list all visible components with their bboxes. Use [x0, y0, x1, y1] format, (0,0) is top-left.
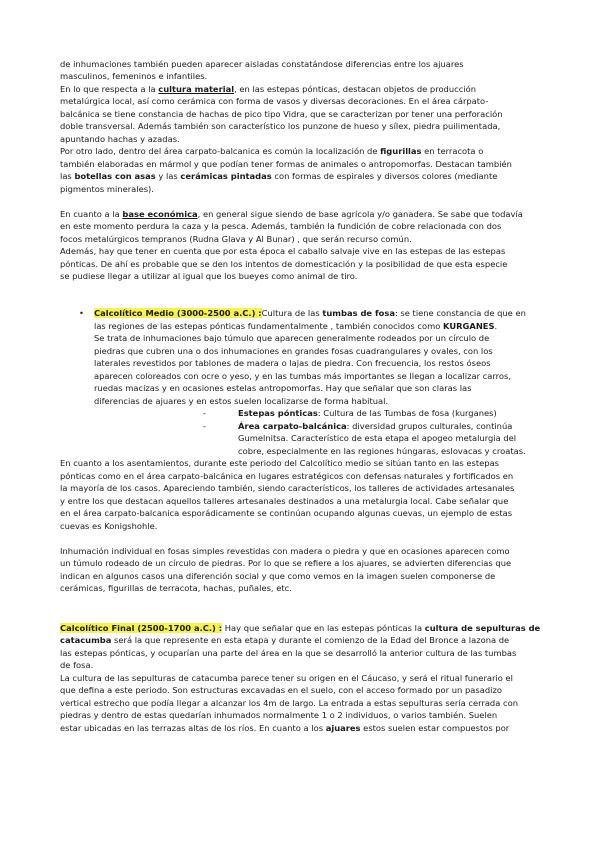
- paragraph-line: en el área carpato-balcanica esporádicamente se continúan ocupando algunas cuevas, un ejemplo de estas: [60, 508, 513, 518]
- paragraph-line: focos metalúrgicos tempranos (Rudna Glava y Al Bunar) , que serán recurso común.: [60, 234, 412, 244]
- sub-list-item: Estepas pónticas: Cultura de las Tumbas de fosa (kurganes): [238, 408, 497, 418]
- paragraph-line: ruedas macizas y en ocasiones estelas antropomorfas. Hay que señalar que son claras las: [94, 383, 472, 393]
- paragraph-line: Por otro lado, dentro del área carpato-balcanica es común la localización de figurillas en terracota o: [60, 146, 484, 156]
- paragraph-line: Gumelnitsa. Característico de esta etapa el apogeo metalurgia del: [238, 433, 517, 443]
- paragraph-line: las botellas con asas y las cerámicas pintadas con formas de espirales y diversos colores (mediante: [60, 171, 498, 181]
- bold-term: Área carpato-balcánica: [238, 421, 347, 431]
- paragraph-line: diferencias de ajuares y en estos suelen localizarse de forma habitual.: [94, 396, 389, 406]
- calcolitico-final-heading: Calcolítico Final (2500-1700 a.C.) :: [60, 623, 223, 633]
- paragraph-line: catacumba será la que represente en esta etapa y durante el comienzo de la Edad del Bronce a lazona de: [60, 635, 510, 645]
- paragraph-line: vertical estrecho que podía llegar a alcanzar los 4m de largo. La entrada a estas sepulturas sería cerrada con: [60, 698, 518, 708]
- paragraph-line: también elaboradas en mármol y que podían tener formas de animales o antropomorfas. Destacan también: [60, 159, 512, 169]
- paragraph-line: indican en algunos casos una diferención social y que como vemos en la imagen suelen componerse de: [60, 571, 496, 581]
- base-economica-heading: base económica: [122, 209, 198, 219]
- bold-term: KURGANES: [443, 321, 495, 331]
- bold-term: cultura de sepulturas de: [424, 623, 541, 633]
- paragraph-line: estar ubicadas en las terrazas altas de los ríos. En cuanto a los ajuares estos suelen estar compuestos por: [60, 723, 510, 733]
- paragraph-line: un túmulo rodeado de un círculo de piedras. Por lo que se refiere a los ajuares, se advierten diferencias que: [60, 558, 512, 568]
- paragraph-line: apuntando hachas y azadas.: [60, 134, 180, 144]
- paragraph-line: masculinos, femeninos e infantiles.: [60, 71, 208, 81]
- sub-list-item: Área carpato-balcánica: diversidad grupos culturales, continúa: [238, 421, 513, 431]
- paragraph-line: Inhumación individual en fosas simples revestidas con madera o piedra y que en ocasiones aparecen como: [60, 546, 510, 556]
- paragraph-line: las estepas pónticas, y ocuparían una parte del área en la que se desarrolló la anterior cultura de las tumbas: [60, 648, 517, 658]
- bold-term: ajuares: [325, 723, 361, 733]
- paragraph-line: En cuanto a la base económica, en general sigue siendo de base agrícola y/o ganadera. Se sabe que todavía: [60, 209, 523, 219]
- dash-marker: -: [203, 421, 207, 431]
- paragraph-line: Además, hay que tener en cuenta que por esta época el caballo salvaje vive en las estepas de las estepas: [60, 246, 506, 256]
- bullet-marker: •: [79, 308, 84, 318]
- dash-marker: -: [203, 408, 207, 418]
- paragraph-line: de fosa.: [60, 660, 94, 670]
- paragraph-line: que defina a este periodo. Son estructuras excavadas en el suelo, con el acceso formado por un pasadizo: [60, 685, 502, 695]
- paragraph-line: de inhumaciones también pueden aparecer aisladas constatándose diferencias entre los ajuares: [60, 59, 464, 69]
- bold-term: Estepas pónticas: [238, 408, 318, 418]
- paragraph-line: piedras y dentro de estas quedarían inhumados normalmente 1 o 2 individuos, o varios también. Suelen: [60, 710, 498, 720]
- bold-term: catacumba: [60, 635, 112, 645]
- paragraph-line: en este momento perdura la caza y la pesca. Además, también la fundición de cobre relacionada con dos: [60, 221, 502, 231]
- paragraph-line: La cultura de las sepulturas de catacumba parece tener su origen en el Cáucaso, y será el ritual funerario el: [60, 673, 513, 683]
- bold-term: cerámicas pintadas: [180, 171, 272, 181]
- paragraph-line: pónticas como en el área carpato-balcánica en lugares estratégicos con defensas naturales y fortificados en: [60, 471, 514, 481]
- paragraph-line: balcánica se tiene constancia de hachas de pico tipo Vidra, que se caracterizan por tener una perforación: [60, 109, 503, 119]
- paragraph-line: laterales revestidos por tablones de madera o lajas de piedra. Con frecuencia, los restos óseos: [94, 358, 491, 368]
- paragraph-line: cuevas es Konigshohle.: [60, 521, 158, 531]
- paragraph-line: las regiones de las estepas pónticas fundamentalmente , también conocidos como KURGANES.: [94, 321, 498, 331]
- paragraph-line: En cuanto a los asentamientos, durante este periodo del Calcolítico medio se sitúan tanto en las estepas: [60, 458, 500, 468]
- paragraph-line: doble transversal. Además también son característico los punzone de hueso y sílex, piedra puilimentada,: [60, 121, 501, 131]
- bold-term: tumbas de fosa: [322, 308, 395, 318]
- paragraph-line: la mayoría de los casos. Apareciendo también, siendo característicos, los talleres de actividades artesanales: [60, 483, 515, 493]
- cultura-material-heading: cultura material: [158, 84, 235, 94]
- paragraph-line: piedras que cubren una o dos inhumaciones en grandes fosas cuadrangulares y ovales, con los: [94, 346, 493, 356]
- paragraph-line: pónticas. De ahí es probable que se den los intentos de domesticación y la posibilidad de que esta especie: [60, 259, 508, 269]
- paragraph-line: aparecen coloreados con ocre o yeso, y en las tumbas más importantes se llegan a localizar carros,: [94, 371, 511, 381]
- list-item: Calcolítico Medio (3000-2500 a.C.) :Cultura de las tumbas de fosa: se tiene constancia de que en: [94, 308, 526, 318]
- paragraph-line: pigmentos minerales).: [60, 184, 154, 194]
- bold-term: botellas con asas: [74, 171, 156, 181]
- paragraph-line: se pudiese llegar a utilizar al igual que los bueyes como animal de tiro.: [60, 271, 358, 281]
- paragraph-line: cerámicas, figurillas de terracota, hachas, puñales, etc.: [60, 583, 292, 593]
- paragraph-line: metalúrgica local, así como cerámica con forma de vasos y diversas decoraciones. En el área cárpato-: [60, 96, 489, 106]
- bold-term: figurillas: [380, 146, 422, 156]
- paragraph-line: En lo que respecta a la cultura material, en las estepas pónticas, destacan objetos de producción: [60, 84, 477, 94]
- paragraph-line: cobre, especialmente en las regiones húngaras, eslovacas y croatas.: [238, 446, 526, 456]
- calcolitico-medio-heading: Calcolítico Medio (3000-2500 a.C.) :: [94, 308, 262, 318]
- paragraph-line: Calcolítico Final (2500-1700 a.C.) : Hay que señalar que en las estepas pónticas la cultura de sepulturas de: [60, 623, 541, 633]
- paragraph-line: y entre los que destacan aquellos talleres artesanales destinados a una metalurgia local. Cabe señalar que: [60, 496, 509, 506]
- paragraph-line: Se trata de inhumaciones bajo túmulo que aparecen generalmente rodeados por un círculo de: [94, 333, 490, 343]
